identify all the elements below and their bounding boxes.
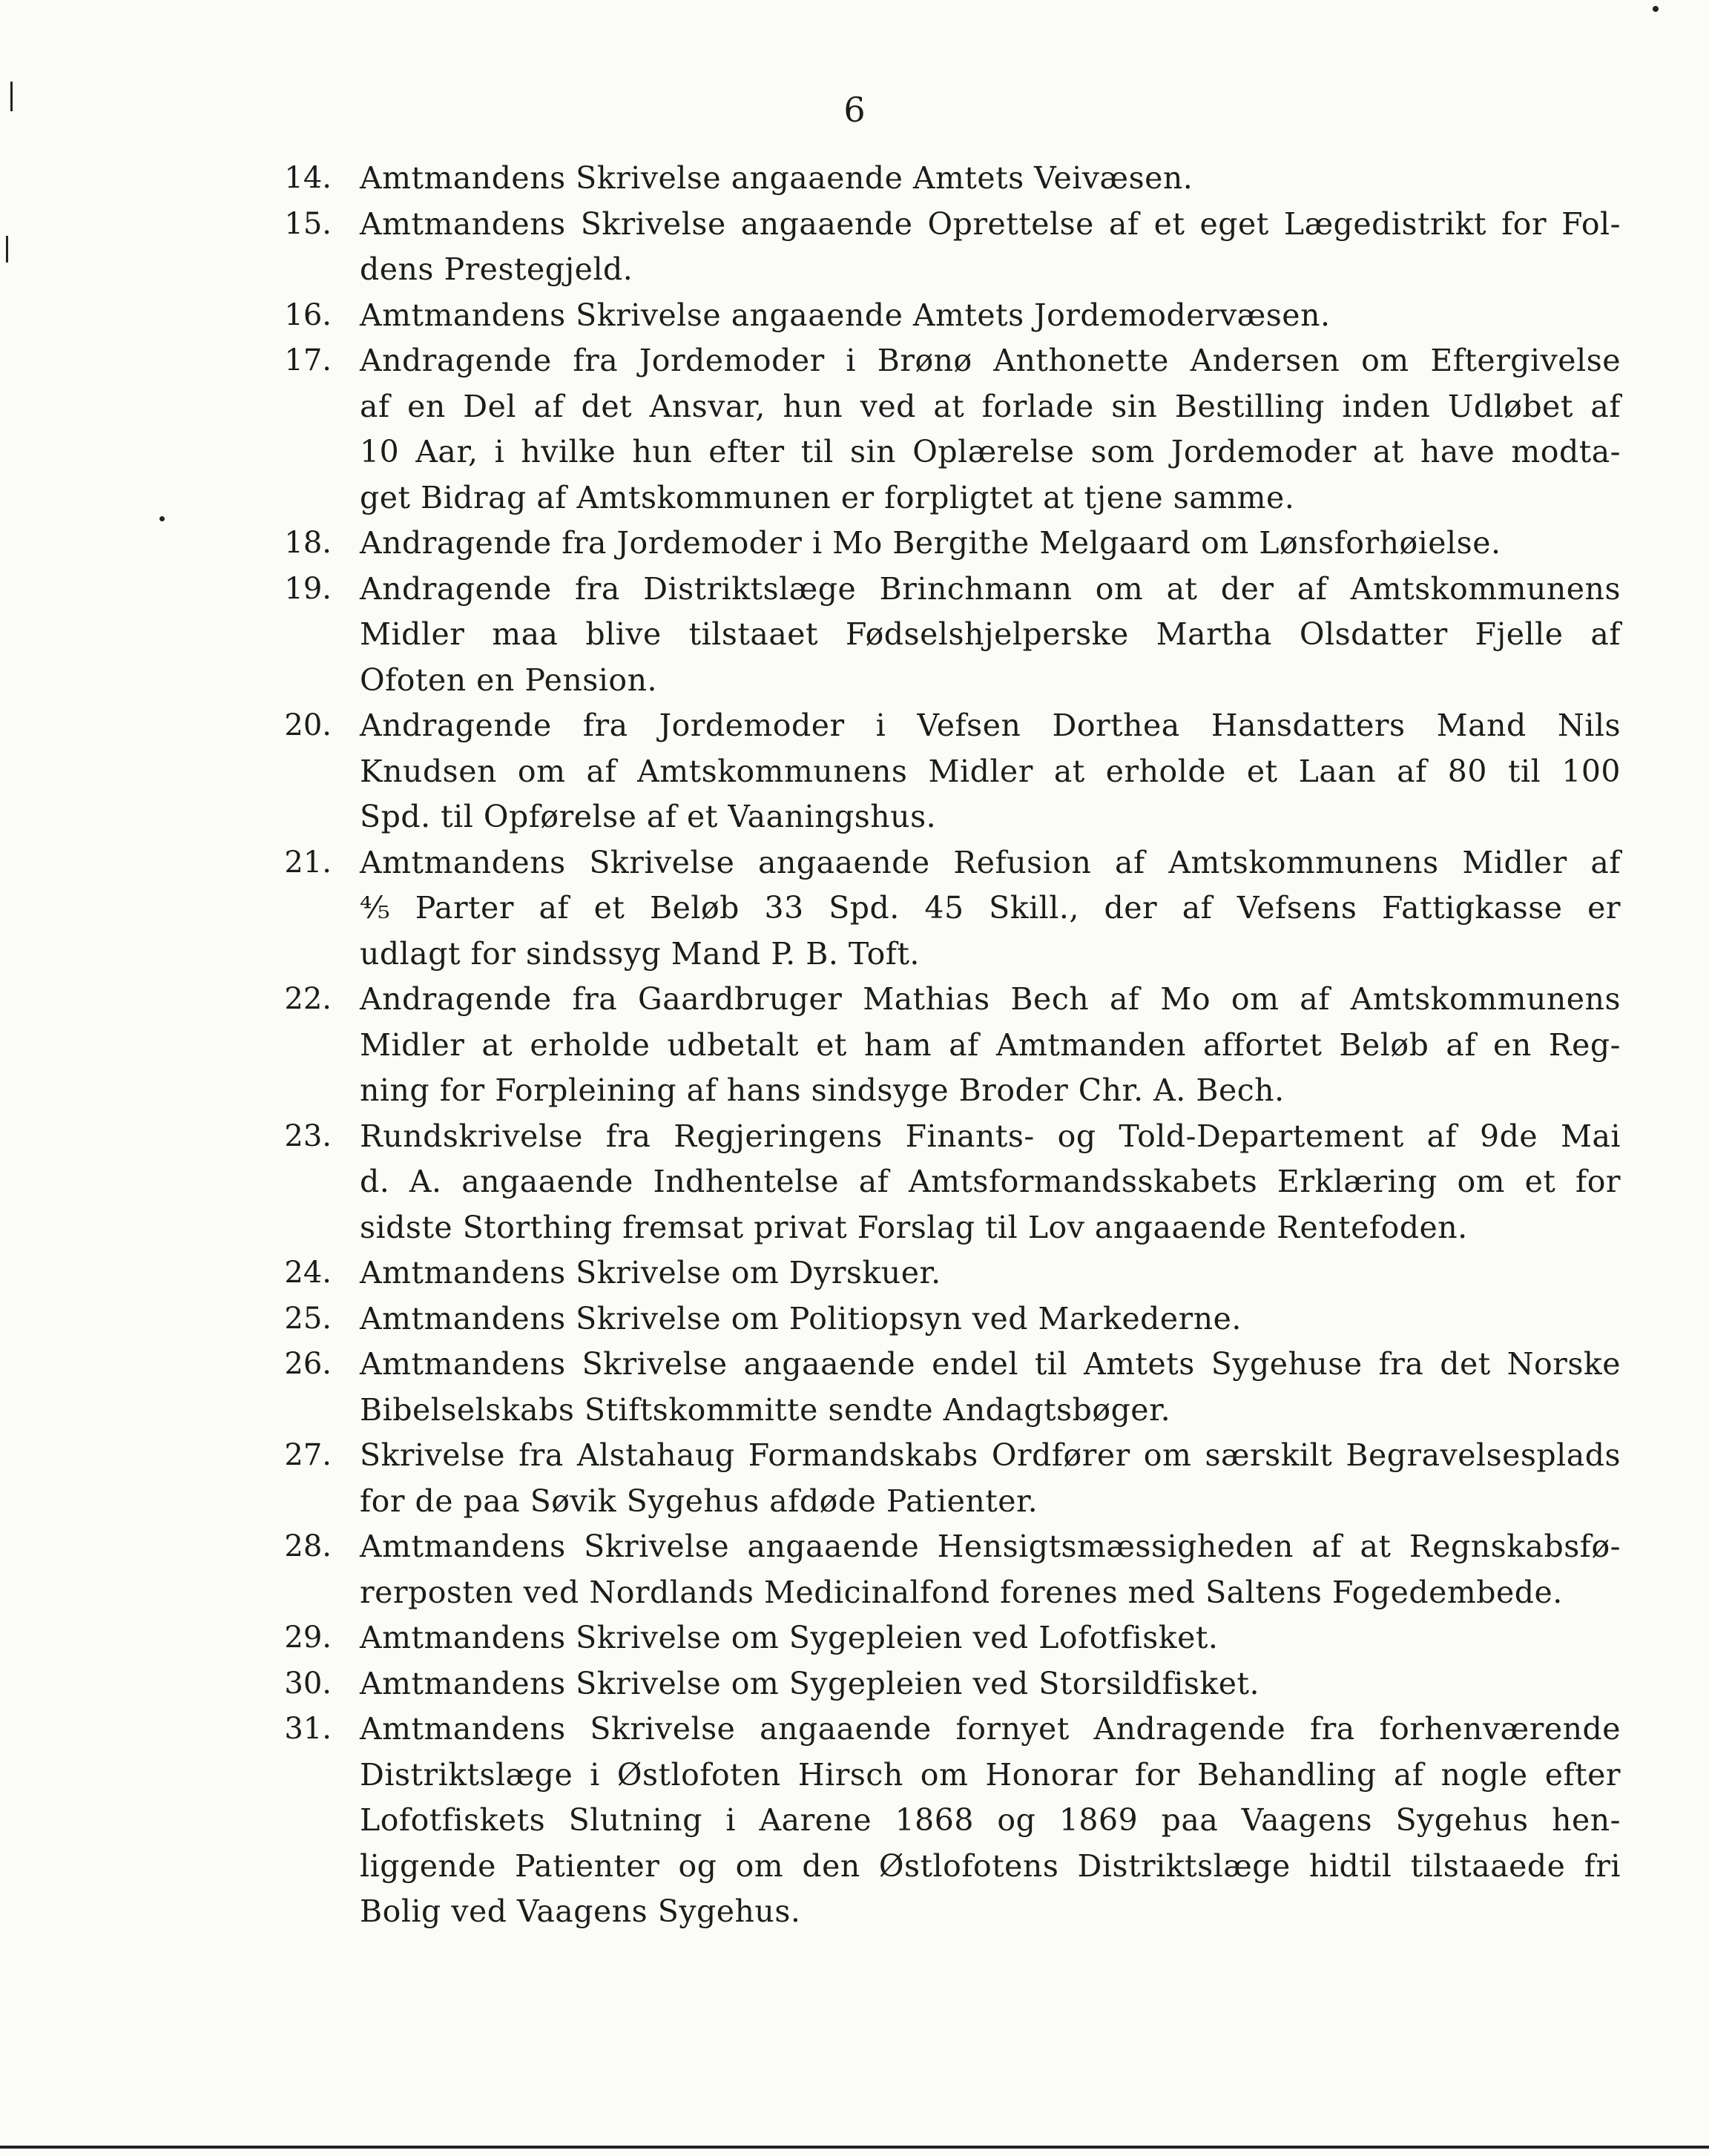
list-item xyxy=(256,1615,1621,1661)
entry-line: udlagt for sindssyg Mand P. B. Toft. xyxy=(360,935,920,972)
list-item xyxy=(256,521,1621,567)
entry-line: 10 Aar, i hvilke hun efter til sin Oplærelse som Jordemoder at have modta- xyxy=(360,434,1621,469)
entry-list xyxy=(256,156,1621,1935)
entry-line: Amtmandens Skrivelse angaaende endel til Amtets Sygehuse fra det Norske xyxy=(360,1346,1621,1382)
entry-text xyxy=(360,293,1621,339)
entry-line: Amtmandens Skrivelse om Sygepleien ved Lofotfisket. xyxy=(360,1620,1219,1655)
entry-number: 29. xyxy=(284,1621,332,1655)
entry-text xyxy=(360,1250,1621,1296)
entry-line: Amtmandens Skrivelse angaaende Amtets Veivæsen. xyxy=(360,160,1193,196)
entry-text xyxy=(360,521,1621,567)
list-item xyxy=(256,338,1621,521)
entry-number: 24. xyxy=(284,1256,332,1290)
entry-line: Amtmandens Skrivelse om Politiopsyn ved Markederne. xyxy=(360,1300,1242,1336)
entry-line: Lofotfiskets Slutning i Aarene 1868 og 1869 paa Vaagens Sygehus hen- xyxy=(360,1802,1621,1838)
entry-line: Rundskrivelse fra Regjeringens Finants- og Told-Departement af 9de Mai xyxy=(360,1118,1621,1154)
entry-line: Distriktslæge i Østlofoten Hirsch om Honorar for Behandling af nogle efter xyxy=(360,1756,1621,1793)
scan-mark xyxy=(0,2146,1709,2149)
entry-line: Knudsen om af Amtskommunens Midler at erholde et Laan af 80 til 100 xyxy=(360,753,1621,789)
entry-number: 23. xyxy=(284,1118,332,1153)
entry-line: rerposten ved Nordlands Medicinalfond forenes med Saltens Fogedembede. xyxy=(360,1574,1563,1610)
list-item xyxy=(256,1114,1621,1251)
entry-text xyxy=(360,1524,1621,1615)
entry-number: 27. xyxy=(284,1438,332,1472)
scan-mark xyxy=(1653,6,1659,12)
entry-line: Amtmandens Skrivelse angaaende fornyet Andragende fra forhenværende xyxy=(360,1711,1621,1747)
entry-number: 18. xyxy=(284,526,332,560)
entry-line: Skrivelse fra Alstahaug Formandskabs Ordfører om særskilt Begravelsesplads xyxy=(360,1437,1621,1473)
entry-line: Bolig ved Vaagens Sygehus. xyxy=(360,1893,801,1929)
entry-line: Andragende fra Gaardbruger Mathias Bech af Mo om af Amtskommunens xyxy=(360,981,1621,1017)
entry-line: Ofoten en Pension. xyxy=(360,662,658,698)
list-item xyxy=(256,567,1621,704)
entry-text xyxy=(360,567,1621,704)
entry-text xyxy=(360,338,1621,521)
entry-text xyxy=(360,1433,1621,1524)
entry-line: Andragende fra Distriktslæge Brinchmann om at der af Amtskommunens xyxy=(360,570,1621,607)
list-item xyxy=(256,1296,1621,1342)
entry-line: ning for Forpleining af hans sindsyge Broder Chr. A. Bech. xyxy=(360,1072,1285,1108)
entry-line: Amtmandens Skrivelse angaaende Hensigtsmæssigheden af at Regnskabsfø- xyxy=(360,1529,1621,1564)
entry-text xyxy=(360,1114,1621,1251)
entry-text xyxy=(360,977,1621,1114)
entry-line: Amtmandens Skrivelse angaaende Oprettelse af et eget Lægedistrikt for Fol- xyxy=(360,205,1621,242)
entry-text xyxy=(360,1296,1621,1342)
entry-line: af en Del af det Ansvar, hun ved at forlade sin Bestilling inden Udløbet af xyxy=(360,388,1621,424)
list-item xyxy=(256,293,1621,339)
list-item xyxy=(256,156,1621,202)
entry-number: 30. xyxy=(284,1666,332,1701)
entry-number: 17. xyxy=(284,343,332,378)
page-number: 6 xyxy=(843,90,866,130)
list-item xyxy=(256,977,1621,1114)
scan-mark xyxy=(6,236,8,263)
list-item xyxy=(256,703,1621,840)
entry-text xyxy=(360,703,1621,840)
entry-line: ⁴⁄₅ Parter af et Beløb 33 Spd. 45 Skill., der af Vefsens Fattigkasse er xyxy=(360,890,1621,926)
entry-text xyxy=(360,1342,1621,1433)
entry-number: 25. xyxy=(284,1301,332,1336)
entry-text xyxy=(360,840,1621,978)
entry-number: 22. xyxy=(284,982,332,1016)
list-item xyxy=(256,1524,1621,1615)
entry-line: Amtmandens Skrivelse om Dyrskuer. xyxy=(360,1255,941,1290)
entry-text xyxy=(360,1707,1621,1935)
entry-number: 19. xyxy=(284,571,332,606)
entry-text xyxy=(360,1661,1621,1707)
list-item xyxy=(256,202,1621,293)
entry-number: 16. xyxy=(284,297,332,332)
scan-mark xyxy=(159,516,165,521)
list-item xyxy=(256,1661,1621,1707)
list-item xyxy=(256,1342,1621,1433)
list-item xyxy=(256,1250,1621,1296)
scan-mark xyxy=(10,82,13,111)
entry-line: Amtmandens Skrivelse angaaende Amtets Jordemodervæsen. xyxy=(360,297,1331,333)
entry-text xyxy=(360,1615,1621,1661)
entry-number: 20. xyxy=(284,708,332,742)
entry-number: 28. xyxy=(284,1529,332,1563)
entry-line: Amtmandens Skrivelse angaaende Refusion af Amtskommunens Midler af xyxy=(360,844,1621,880)
entry-number: 21. xyxy=(284,845,332,880)
entry-number: 15. xyxy=(284,206,332,241)
entry-line: d. A. angaaende Indhentelse af Amtsformandsskabets Erklæring om et for xyxy=(360,1164,1621,1199)
entry-text xyxy=(360,202,1621,293)
entry-number: 31. xyxy=(284,1712,332,1746)
entry-line: Andragende fra Jordemoder i Vefsen Dorthea Hansdatters Mand Nils xyxy=(360,708,1621,743)
entry-line: liggende Patienter og om den Østlofotens Distriktslæge hidtil tilstaaede fri xyxy=(360,1847,1621,1884)
entry-line: dens Prestegjeld. xyxy=(360,251,633,287)
entry-number: 26. xyxy=(284,1347,332,1381)
list-item xyxy=(256,1433,1621,1524)
entry-line: Midler maa blive tilstaaet Fødselshjelperske Martha Olsdatter Fjelle af xyxy=(360,616,1621,652)
entry-line: Midler at erholde udbetalt et ham af Amtmanden affortet Beløb af en Reg- xyxy=(360,1026,1621,1063)
entry-line: Amtmandens Skrivelse om Sygepleien ved Storsildfisket. xyxy=(360,1665,1259,1701)
entry-line: for de paa Søvik Sygehus afdøde Patienter. xyxy=(360,1483,1038,1519)
entry-line: Andragende fra Jordemoder i Brønø Anthonette Andersen om Eftergivelse xyxy=(360,343,1621,378)
entry-line: Andragende fra Jordemoder i Mo Bergithe Melgaard om Lønsforhøielse. xyxy=(360,525,1501,561)
entry-text xyxy=(360,156,1621,202)
list-item xyxy=(256,840,1621,978)
entry-line: sidste Storthing fremsat privat Forslag til Lov angaaende Rentefoden. xyxy=(360,1209,1468,1245)
entry-line: Spd. til Opførelse af et Vaaningshus. xyxy=(360,799,937,834)
entry-number: 14. xyxy=(284,161,332,195)
entry-line: Bibelselskabs Stiftskommitte sendte Andagtsbøger. xyxy=(360,1391,1171,1428)
entry-line: get Bidrag af Amtskommunen er forpligtet at tjene samme. xyxy=(360,479,1295,515)
list-item xyxy=(256,1707,1621,1935)
